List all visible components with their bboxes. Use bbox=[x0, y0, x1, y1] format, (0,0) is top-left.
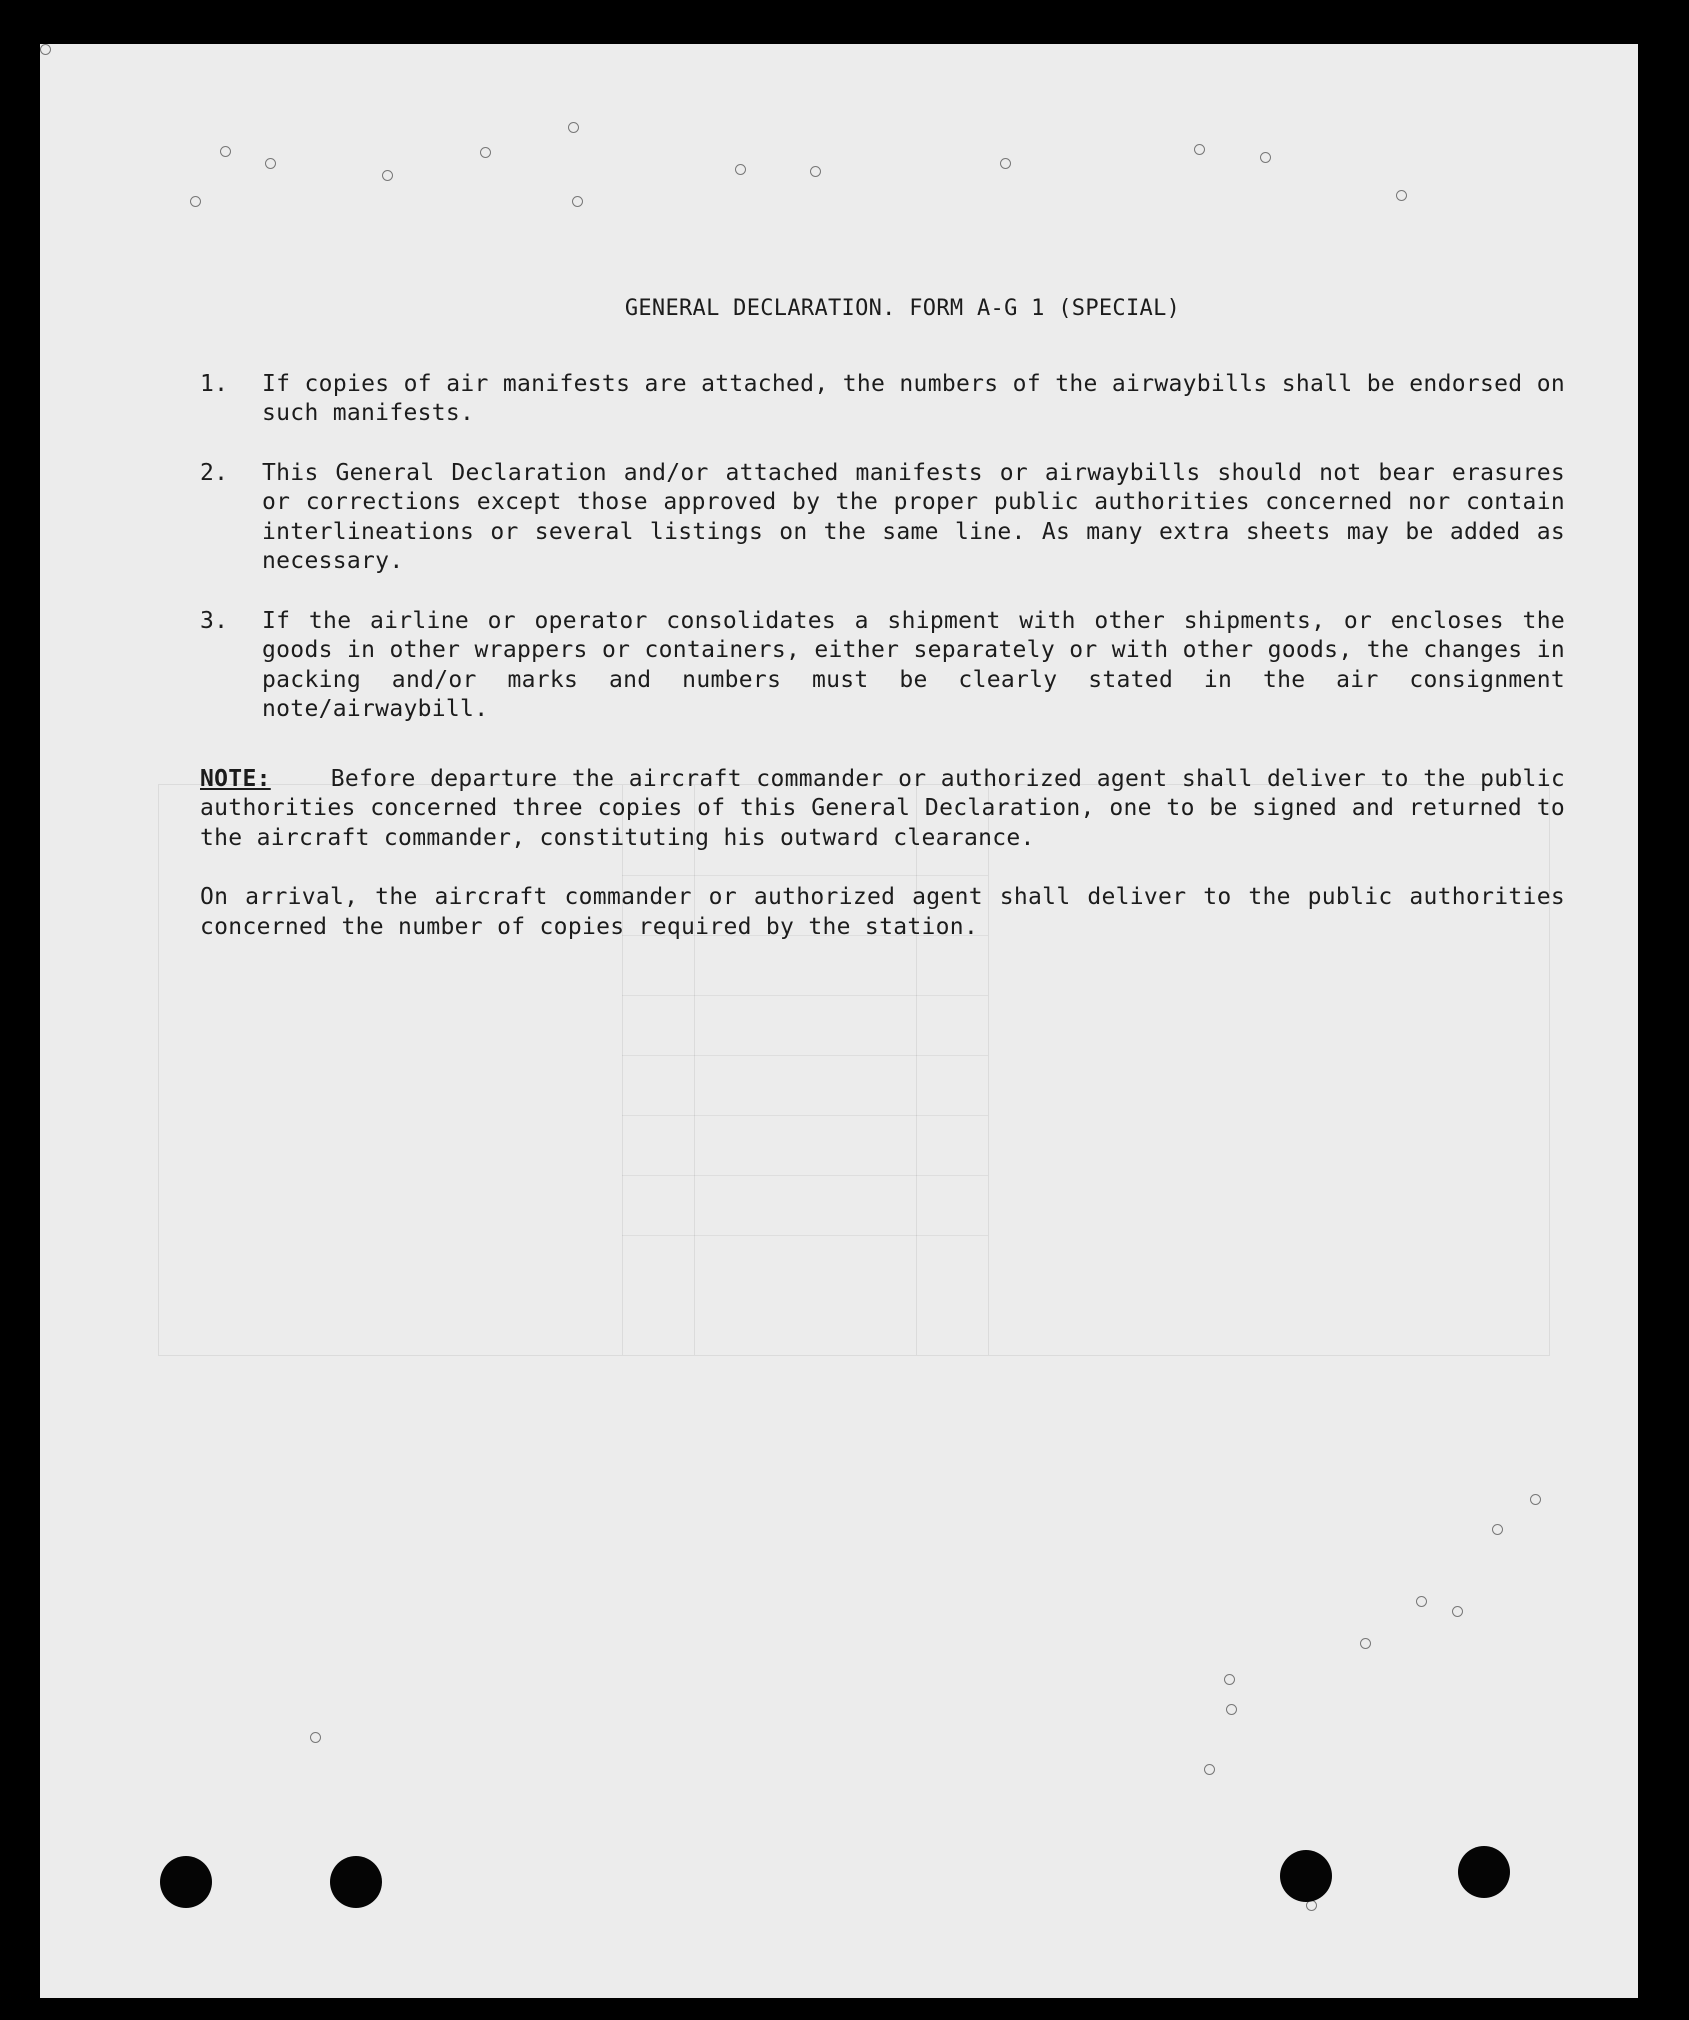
registration-ring bbox=[480, 147, 491, 158]
instruction-item-3 bbox=[200, 607, 1565, 725]
registration-ring bbox=[1492, 1524, 1503, 1535]
item-number: 2. bbox=[200, 459, 229, 486]
punch-hole bbox=[330, 1856, 382, 1908]
registration-ring bbox=[1204, 1764, 1215, 1775]
punch-hole bbox=[1458, 1846, 1510, 1898]
registration-ring bbox=[572, 196, 583, 207]
registration-ring bbox=[568, 122, 579, 133]
item-number: 1. bbox=[200, 370, 229, 397]
registration-ring bbox=[1416, 1596, 1427, 1607]
registration-ring bbox=[1452, 1606, 1463, 1617]
instruction-item-2 bbox=[200, 459, 1565, 577]
punch-hole bbox=[160, 1856, 212, 1908]
instruction-item-1 bbox=[200, 370, 1565, 429]
registration-ring bbox=[265, 158, 276, 169]
registration-ring bbox=[40, 44, 51, 55]
registration-ring bbox=[1396, 190, 1407, 201]
note-paragraph bbox=[200, 765, 1565, 854]
note-text: Before departure the aircraft commander or authorized agent shall deliver to the public authorities concerned three copies of this General Declaration, one to be signed and returned to the aircraft commander, constituting his outward clearance. bbox=[200, 765, 1565, 851]
item-text: If copies of air manifests are attached, the numbers of the airwaybills shall be endorsed on such manifests. bbox=[262, 370, 1565, 426]
registration-ring bbox=[1260, 152, 1271, 163]
registration-ring bbox=[190, 196, 201, 207]
registration-ring bbox=[810, 166, 821, 177]
registration-ring bbox=[1194, 144, 1205, 155]
paper-sheet bbox=[40, 44, 1638, 1998]
note-label: NOTE: bbox=[200, 765, 271, 792]
registration-ring bbox=[382, 170, 393, 181]
item-text: This General Declaration and/or attached manifests or airwaybills should not bear erasures or corrections except those approved by the proper public authorities concerned nor contain interlineations or several listings on the same line. As many extra sheets may be added as necessary. bbox=[262, 459, 1565, 574]
document-title: GENERAL DECLARATION. FORM A-G 1 (SPECIAL) bbox=[624, 296, 1181, 321]
punch-hole bbox=[1280, 1850, 1332, 1902]
registration-ring bbox=[1530, 1494, 1541, 1505]
item-number: 3. bbox=[200, 607, 229, 634]
registration-ring bbox=[1226, 1704, 1237, 1715]
arrival-paragraph: On arrival, the aircraft commander or authorized agent shall deliver to the public authorities concerned the number of copies required by the station. bbox=[200, 884, 1565, 940]
registration-ring bbox=[1000, 158, 1011, 169]
registration-ring bbox=[310, 1732, 321, 1743]
declaration-instructions bbox=[200, 294, 1565, 942]
item-text: If the airline or operator consolidates a shipment with other shipments, or encloses the goods in other wrappers or containers, either separately or with other goods, the changes in packing and/or marks and numbers must be clearly stated in the air consignment note/airwaybill. bbox=[262, 607, 1565, 722]
registration-ring bbox=[1360, 1638, 1371, 1649]
registration-ring bbox=[735, 164, 746, 175]
registration-ring bbox=[1224, 1674, 1235, 1685]
registration-ring bbox=[220, 146, 231, 157]
